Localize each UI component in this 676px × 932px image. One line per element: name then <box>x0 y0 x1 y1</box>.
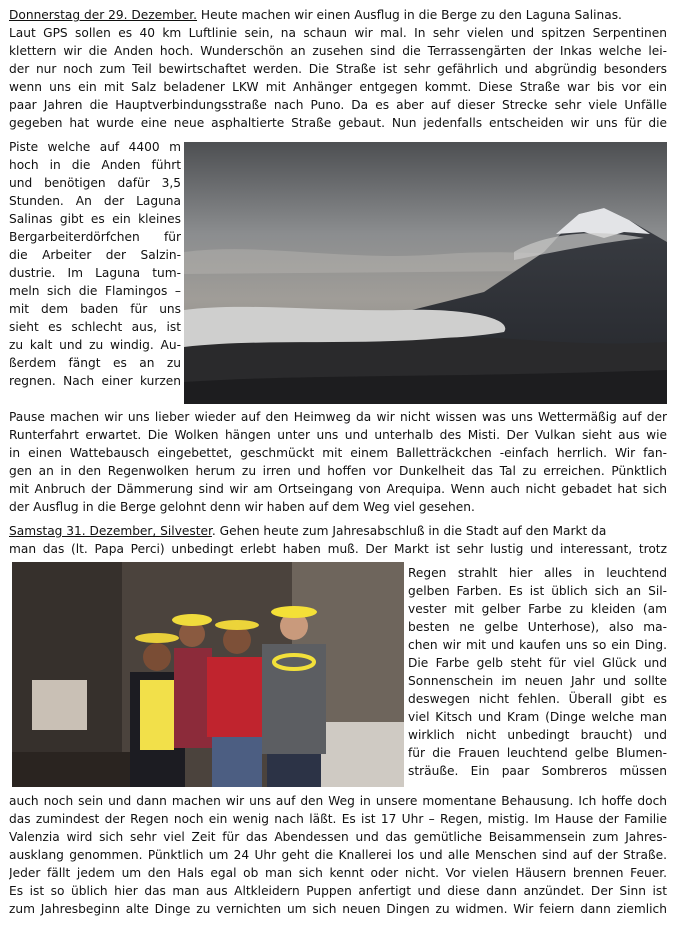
text-line: gegeben hat wurde eine neue asphaltierte Straße gebaut. Nun jedenfalls entscheiden wir uns für die <box>9 116 667 130</box>
text-line: zu kalt und zu windig. Au- <box>9 338 181 352</box>
text-line <box>9 522 667 540</box>
text-line: paar Jahren die Hauptverbindungsstraße nach Puno. Da es aber auf dieser Strecke sehr viele Unfälle <box>9 98 667 112</box>
text-line: meln sich die Flamingos – <box>9 284 181 298</box>
text-line: zum Jahresbeginn alte Dinge zu vernichten um sich neuen Dingen zu widmen. Wir feiern dann ziemlich <box>9 902 667 916</box>
text-line: gelben Farben. Es ist üblich sich an Sil- <box>408 584 667 598</box>
text-segment: . Gehen heute zum Jahresabschluß in die Stadt auf den Markt da <box>211 524 607 538</box>
text-line: chen wir mit und kaufen uns so ein Ding. <box>408 638 667 652</box>
text-line: regnen. Nach einer kurzen <box>9 374 181 388</box>
text-segment: Heute machen wir einen Ausflug in die Berge zu den Laguna Salinas. <box>197 8 622 22</box>
text-line: Die Farbe gelb steht für viel Glück und <box>408 656 667 670</box>
text-line: der Ausflug in die Berge gelohnt denn wir haben auf dem Weg viel gesehen. <box>9 500 475 514</box>
text-line: Piste welche auf 4400 m <box>9 140 181 154</box>
date-heading-2: Samstag 31. Dezember, Silvester <box>9 524 212 538</box>
text-line: Valenzia wird sich sehr viel Zeit für das Abendessen und das gemütliche Beisammensein zum Jahres- <box>9 830 667 844</box>
date-heading-1: Donnerstag der 29. Dezember. <box>9 8 198 22</box>
text-line: deswegen nicht fehlen. Überall gibt es <box>408 692 667 706</box>
text-line: ausklang genommen. Pünktlich um 24 Uhr geht die Knallerei los und alle Menschen sind auf der Straße. <box>9 848 667 862</box>
text-line: mit Anbruch der Dämmerung sind wir am Ortseingang von Arequipa. Wenn auch nicht gebadet hat sich <box>9 482 667 496</box>
text-line: wenn uns ein mit Salz beladener LKW mit Anhänger entgegen kommt. Diese Straße war bis vor ein <box>9 80 667 94</box>
text-line: Runterfahrt erwartet. Die Wolken hängen unter uns und unterhalb des Misti. Der Vulkan sieht aus wie <box>9 428 667 442</box>
text-line: der nur noch zum Teil bewirtschaftet werden. Die Straße ist sehr gefährlich und abgründig besonders <box>9 62 667 76</box>
text-line: sieht es schlecht aus, ist <box>9 320 181 334</box>
text-line: und benötigen dafür 3,5 <box>9 176 181 190</box>
text-line <box>9 6 667 24</box>
text-line: die Arbeiter der Salzin- <box>9 248 181 262</box>
text-line: gen an in den Regenwolken herum zu irren und hoffen vor Dunkelheit das Tal zu erreichen. Pünktlich <box>9 464 667 478</box>
text-line: Es ist so üblich hier das man aus Altkleidern Puppen anfertigt und diese dann anzündet. Der Sinn ist <box>9 884 667 898</box>
text-line: besten ne gelbe Unterhose), also ma- <box>408 620 667 634</box>
text-line: Jeder fällt jedem um den Hals egal ob man sich kennt oder nicht. Vor vielen Häusern brennen Feuer. <box>9 866 667 880</box>
volcano-illustration <box>184 142 667 404</box>
volcano-photo <box>184 142 667 404</box>
text-line: Bergarbeiterdörfchen für <box>9 230 181 244</box>
text-line: sträuße. Ein paar Sombreros müssen <box>408 764 667 778</box>
text-line: viel Kitsch und Kram (Dinge welche man <box>408 710 667 724</box>
text-line: auch noch sein und dann machen wir uns auf den Weg in unsere momentane Behausung. Ich hoffe doch <box>9 794 667 808</box>
text-line: vester mit gelber Farbe zu kleiden (am <box>408 602 667 616</box>
text-line: man das (lt. Papa Perci) unbedingt erlebt haben muß. Der Markt ist sehr lustig und interessant, trotz <box>9 542 667 556</box>
party-illustration <box>12 562 404 787</box>
text-line: für die Frauen leuchtend gelbe Blumen- <box>408 746 667 760</box>
text-line: das zumindest der Regen noch ein wenig nach läßt. Es ist 17 Uhr – Regen, mistig. Im Hause der Familie <box>9 812 667 826</box>
text-line: in einen Wattebausch eingebettet, geschmückt mit einem Balletträckchen -einfach herrlich. Wir fan- <box>9 446 667 460</box>
text-line: Regen strahlt hier alles in leuchtend <box>408 566 667 580</box>
text-line: ßerdem fängt es an zu <box>9 356 181 370</box>
text-line: Pause machen wir uns lieber wieder auf den Heimweg da wir nicht wissen was uns Wettermäßig auf der <box>9 410 667 424</box>
text-line: Laut GPS sollen es 40 km Luftlinie sein, na schaun wir mal. In sehr vielen und spitzen Serpentinen <box>9 26 667 40</box>
text-line: klettern wir die Anden hoch. Wunderschön an zusehen sind die Terrassengärten der Inkas welche lei- <box>9 44 667 58</box>
party-photo <box>12 562 404 787</box>
text-line: Stunden. An der Laguna <box>9 194 181 208</box>
text-line: dustrie. Im Laguna tum- <box>9 266 181 280</box>
text-line: wirklich nicht unbedingt braucht) und <box>408 728 667 742</box>
text-line: mit dem baden für uns <box>9 302 181 316</box>
text-line: hoch in die Anden führt <box>9 158 181 172</box>
text-line: Salinas gibt es ein kleines <box>9 212 181 226</box>
text-line: Sonnenschein im neuen Jahr und sollte <box>408 674 667 688</box>
